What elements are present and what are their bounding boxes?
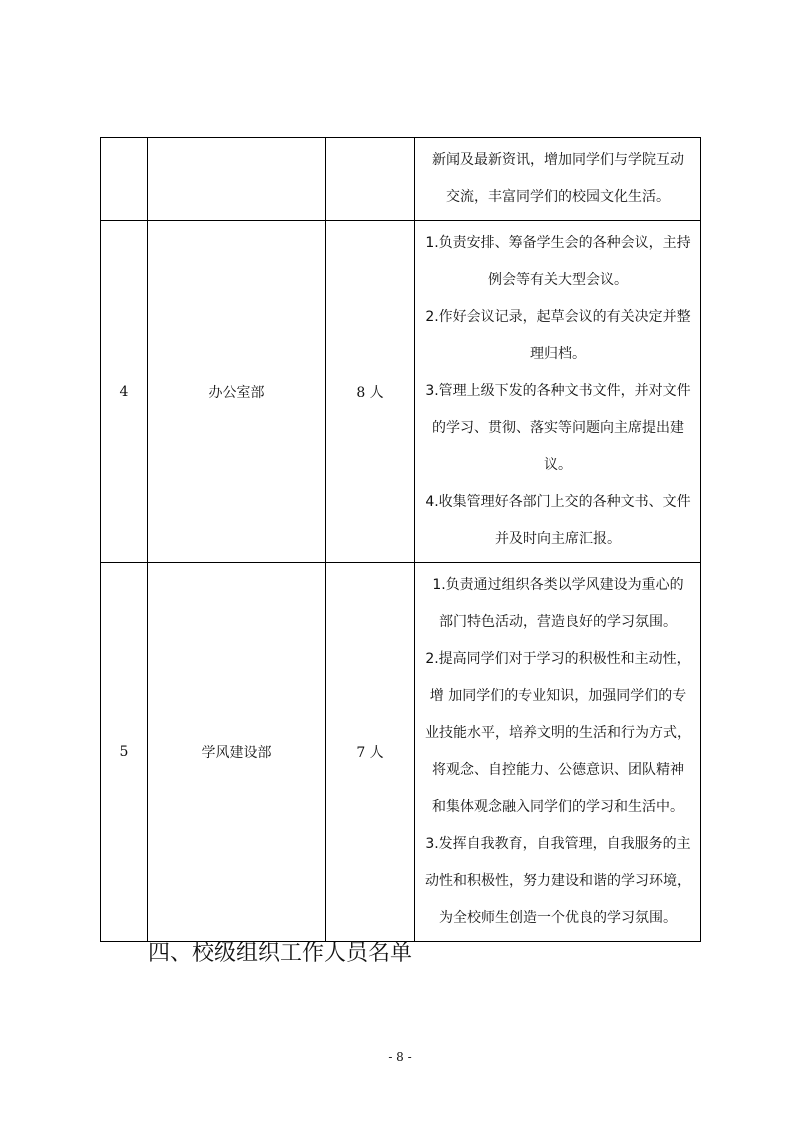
department-name: 学风建设部 bbox=[148, 563, 326, 942]
duty-line: 交流，丰富同学们的校园文化生活。 bbox=[446, 189, 670, 205]
duty-line: 业技能水平，培养文明的生活和行为方式， bbox=[425, 725, 691, 741]
member-count bbox=[326, 138, 415, 221]
duty-line: 4.收集管理好各部门上交的各种文书、文件 bbox=[425, 494, 691, 510]
duty-line: 新闻及最新资讯，增加同学们与学院互动 bbox=[432, 152, 684, 168]
department-name: 办公室部 bbox=[148, 221, 326, 563]
duties-cell bbox=[415, 221, 701, 563]
table-row bbox=[101, 138, 701, 221]
duty-line: 例会等有关大型会议。 bbox=[488, 272, 628, 288]
department-name bbox=[148, 138, 326, 221]
row-number: 5 bbox=[101, 563, 148, 942]
duty-line: 议。 bbox=[544, 457, 572, 473]
duties-cell bbox=[415, 138, 701, 221]
duty-line: 理归档。 bbox=[530, 346, 586, 362]
member-count: 7 人 bbox=[326, 563, 415, 942]
duty-line: 为全校师生创造一个优良的学习氛围。 bbox=[439, 910, 677, 926]
duty-line: 2.作好会议记录，起草会议的有关决定并整 bbox=[425, 309, 691, 325]
duty-line: 增 加同学们的专业知识，加强同学们的专 bbox=[429, 688, 687, 704]
duty-line: 将观念、自控能力、公德意识、团队精神 bbox=[432, 762, 684, 778]
duty-line: 的学习、贯彻、落实等问题向主席提出建 bbox=[432, 420, 684, 436]
table-row bbox=[101, 221, 701, 563]
duty-line: 3.发挥自我教育，自我管理，自我服务的主 bbox=[425, 836, 691, 852]
duty-line: 部门特色活动，营造良好的学习氛围。 bbox=[439, 614, 677, 630]
department-table bbox=[100, 137, 701, 942]
row-number: 4 bbox=[101, 221, 148, 563]
duty-line: 动性和积极性，努力建设和谐的学习环境， bbox=[425, 873, 691, 889]
duty-line: 1.负责通过组织各类以学风建设为重心的 bbox=[432, 577, 684, 593]
duty-line: 并及时向主席汇报。 bbox=[495, 531, 621, 547]
duty-line: 2.提高同学们对于学习的积极性和主动性， bbox=[425, 651, 691, 667]
duty-line: 1.负责安排、筹备学生会的各种会议，主持 bbox=[425, 235, 691, 251]
section-heading: 四、校级组织工作人员名单 bbox=[148, 941, 413, 966]
member-count: 8 人 bbox=[326, 221, 415, 563]
table-row bbox=[101, 563, 701, 942]
row-number bbox=[101, 138, 148, 221]
duty-line: 和集体观念融入同学们的学习和生活中。 bbox=[432, 799, 684, 815]
page-number: - 8 - bbox=[388, 1050, 412, 1064]
duty-line: 3.管理上级下发的各种文书文件，并对文件 bbox=[425, 383, 691, 399]
duties-cell bbox=[415, 563, 701, 942]
